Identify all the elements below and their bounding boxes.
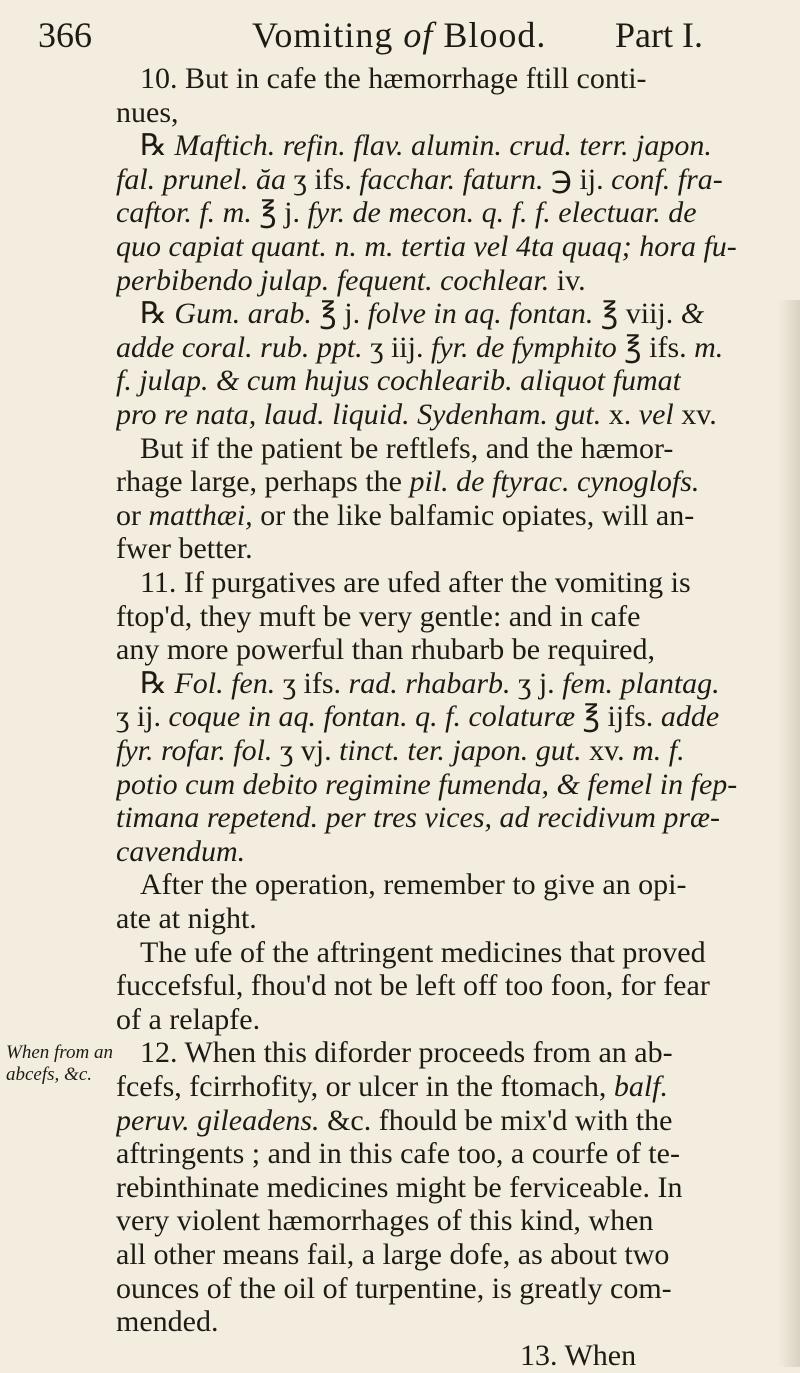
title-end: Blood.: [443, 15, 547, 55]
text-line: [140, 297, 704, 331]
text-segment: ʒ ifs.: [286, 162, 360, 196]
italic-segment: peruv. gileadens.: [116, 1103, 320, 1137]
text-segment: ℥ ijfs.: [575, 700, 661, 734]
text-line: [116, 633, 655, 667]
text-line: [116, 230, 737, 264]
page-number: 366: [38, 15, 92, 55]
text-segment: ʒ ifs.: [275, 666, 349, 700]
text-segment: aftringents ; and in this cafe too, a courfe of te-: [116, 1137, 680, 1171]
italic-segment: tinct. ter. japon. gut.: [339, 734, 582, 767]
italic-segment: quo capiat quant. n. m. tertia vel 4ta quaq; hora fu-: [116, 230, 737, 263]
running-header: [0, 14, 800, 62]
text-segment: iv.: [549, 263, 586, 297]
text-segment: ʒ ij.: [116, 700, 169, 734]
italic-segment: coque in aq. fontan. q. f. colaturæ: [168, 700, 576, 734]
marginal-note: [6, 1042, 113, 1086]
text-line: [116, 1104, 672, 1138]
italic-segment: cavendum.: [116, 834, 246, 868]
italic-segment: perbibendo julap. fequent. cochlear.: [116, 263, 550, 297]
text-segment: xv.: [673, 398, 717, 431]
italic-segment: Maftich. refin. flav. alumin. crud. terr. japon.: [174, 129, 712, 163]
text-segment: But if the patient be reftlefs, and the hæmor-: [140, 431, 674, 465]
text-line: [116, 902, 257, 936]
italic-segment: adde: [660, 700, 720, 734]
text-segment: ʒ iij.: [362, 330, 431, 364]
text-line: [116, 196, 697, 230]
text-line: [140, 936, 706, 970]
text-line: [116, 1204, 653, 1238]
italic-segment: Gum. arab.: [174, 297, 312, 331]
text-segment: ℥ viij.: [593, 297, 681, 331]
text-segment: rebinthinate medicines might be ferviceable. In: [116, 1170, 683, 1204]
text-line: [116, 1171, 682, 1205]
italic-segment: conf. fra-: [611, 162, 723, 196]
italic-segment: pro re nata, laud. liquid. Sydenham. gut.: [116, 398, 602, 431]
text-segment: 11. If purgatives are ufed after the vomiting is: [140, 566, 691, 599]
italic-segment: fyr. de fymphito: [430, 330, 617, 364]
italic-segment: fyr. rofar. fol.: [116, 734, 273, 767]
text-line: [116, 1137, 680, 1171]
text-segment: all other means fail, a large dofe, as about two: [116, 1238, 670, 1271]
text-line: [116, 600, 640, 634]
catchword: 13. When: [520, 1338, 637, 1372]
text-segment: ℈ ij.: [543, 162, 612, 196]
text-line: [116, 700, 719, 734]
text-line: [116, 734, 685, 768]
italic-segment: balf.: [613, 1070, 669, 1103]
text-line: [116, 768, 737, 802]
italic-segment: fyr. de mecon. q. f. f. electuar. de: [307, 196, 697, 230]
text-segment: ℥ j.: [311, 297, 368, 331]
text-segment: very violent hæmorrhages of this kind, when: [116, 1204, 654, 1238]
text-segment: ʒ j.: [510, 666, 563, 700]
text-segment: ℥ j.: [251, 196, 308, 230]
text-segment: 12. When this diforder proceeds from an ab-: [140, 1036, 673, 1070]
italic-segment: matthæi,: [148, 498, 253, 532]
text-segment: ftop'd, they muft be very gentle: and in cafe: [116, 599, 641, 633]
text-segment: ate at night.: [116, 902, 257, 935]
italic-segment: vel: [638, 398, 674, 431]
text-segment: rhage large, perhaps the: [116, 465, 410, 499]
text-line: [116, 1305, 218, 1339]
italic-segment: rad. rhabarb.: [348, 666, 511, 700]
italic-segment: m. f.: [632, 734, 685, 767]
marginal-note-line: When from an: [6, 1042, 113, 1064]
text-segment: &c. fhould be mix'd with the: [319, 1103, 673, 1137]
text-segment: ℞: [140, 297, 175, 331]
text-segment: ʒ vj.: [272, 734, 340, 767]
italic-segment: folve in aq. fontan.: [367, 297, 594, 331]
text-line: [116, 1272, 672, 1306]
italic-segment: Fol. fen.: [174, 666, 276, 700]
text-segment: or: [116, 498, 149, 532]
text-line: [116, 1003, 260, 1037]
text-line: [140, 1036, 673, 1070]
text-segment: fuccefsful, fhou'd not be left off too foon, for fear: [116, 969, 710, 1003]
text-line: [116, 364, 681, 398]
italic-segment: facchar. faturn.: [359, 162, 544, 196]
text-segment: ℞: [140, 129, 175, 163]
text-line: [116, 499, 694, 533]
text-line: [116, 96, 179, 130]
text-segment: fwer better.: [116, 532, 253, 566]
text-line: [116, 1070, 668, 1104]
text-segment: After the operation, remember to give an opi-: [140, 868, 687, 902]
title-of: of: [403, 15, 434, 55]
text-segment: fcefs, fcirrhofity, or ulcer in the ftomach,: [116, 1070, 614, 1103]
italic-segment: m.: [694, 330, 724, 364]
text-line: [140, 667, 720, 701]
text-line: [116, 264, 586, 298]
text-segment: ℥ ifs.: [616, 330, 695, 364]
part-label: Part I.: [615, 15, 703, 55]
text-line: [140, 868, 686, 902]
text-line: [116, 163, 723, 197]
italic-segment: fal. prunel. ăa: [116, 162, 286, 196]
text-segment: any more powerful than rhubarb be required,: [116, 633, 655, 667]
italic-segment: timana repetend. per tres vices, ad recidivum præ-: [116, 801, 721, 835]
text-line: [116, 331, 723, 365]
text-line: [140, 129, 712, 163]
text-line: [116, 1238, 669, 1272]
text-segment: 10. But in cafe the hæmorrhage ftill conti-: [140, 62, 647, 95]
text-segment: mended.: [116, 1305, 219, 1339]
text-line: [140, 62, 647, 96]
marginal-note-line: abcefs, &c.: [6, 1064, 93, 1086]
text-segment: xv.: [581, 734, 633, 767]
italic-segment: &: [680, 297, 705, 331]
italic-segment: potio cum debito regimine fumenda, & femel in fep-: [116, 767, 738, 801]
running-title: [252, 14, 546, 56]
text-segment: of a relapfe.: [116, 1002, 261, 1036]
page-edge-shadow: [778, 300, 800, 1367]
italic-segment: f. julap. & cum hujus cochlearib. aliquot fumat: [116, 364, 681, 398]
text-line: [116, 398, 717, 432]
italic-segment: fem. plantag.: [562, 666, 720, 700]
italic-segment: caftor. f. m.: [116, 196, 252, 230]
text-segment: x.: [601, 398, 639, 431]
text-line: [116, 835, 245, 869]
text-segment: ℞: [140, 666, 175, 700]
text-line: [140, 566, 691, 600]
text-line: [116, 801, 720, 835]
text-segment: The ufe of the aftringent medicines that proved: [140, 935, 706, 969]
text-segment: or the like balfamic opiates, will an-: [252, 498, 695, 532]
text-segment: nues,: [116, 95, 179, 129]
italic-segment: pil. de ftyrac. cynoglofs.: [409, 465, 700, 499]
text-line: [116, 969, 710, 1003]
text-line: [116, 465, 699, 499]
text-line: [140, 432, 673, 466]
italic-segment: adde coral. rub. ppt.: [116, 330, 363, 364]
text-segment: ounces of the oil of turpentine, is greatly com-: [116, 1271, 672, 1305]
text-line: [116, 532, 253, 566]
title-main: Vomiting: [252, 15, 394, 55]
